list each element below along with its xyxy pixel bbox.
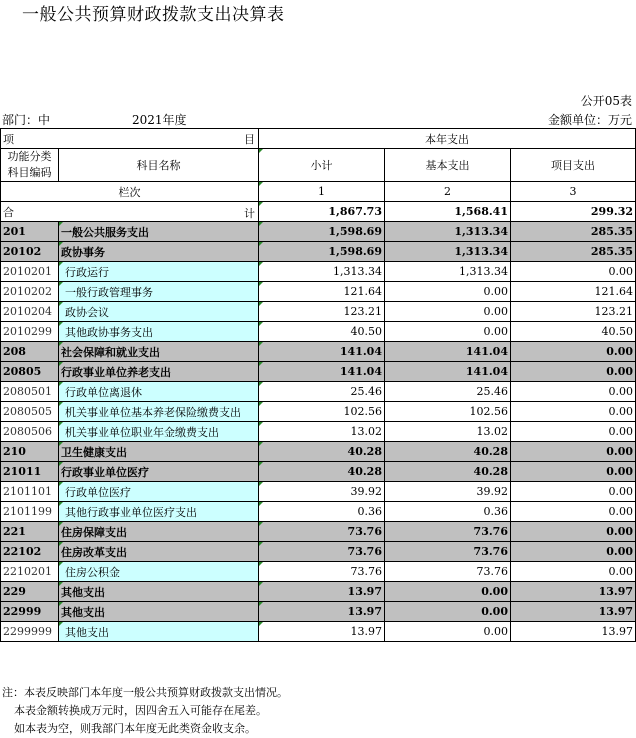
row-code: 2010204 (1, 302, 59, 322)
row-project: 13.97 (511, 602, 636, 622)
row-name: 机关事业单位基本养老保险缴费支出 (59, 402, 259, 422)
notes-block (2, 684, 288, 738)
row-code: 2080505 (1, 402, 59, 422)
expenditure-table (0, 128, 636, 642)
row-subtotal: 13.97 (259, 622, 385, 642)
row-project: 123.21 (511, 302, 636, 322)
row-code: 2210201 (1, 562, 59, 582)
table-row (1, 302, 636, 322)
note-line: 注：本表反映部门本年度一般公共预算财政拨款支出情况。 (2, 686, 288, 699)
row-basic: 0.00 (385, 282, 511, 302)
table-row (1, 362, 636, 382)
row-code: 221 (1, 522, 59, 542)
row-code: 2010201 (1, 262, 59, 282)
row-code: 20805 (1, 362, 59, 382)
row-project: 0.00 (511, 442, 636, 462)
row-basic: 73.76 (385, 562, 511, 582)
row-code: 2010202 (1, 282, 59, 302)
row-name: 住房改革支出 (59, 542, 259, 562)
row-name: 行政事业单位养老支出 (59, 362, 259, 382)
table-row (1, 322, 636, 342)
row-code: 208 (1, 342, 59, 362)
row-name: 政协会议 (59, 302, 259, 322)
row-project: 0.00 (511, 462, 636, 482)
project-header: 项目支出 (511, 149, 636, 182)
table-row (1, 342, 636, 362)
row-subtotal: 25.46 (259, 382, 385, 402)
header-row-2 (1, 149, 636, 182)
col-number-1: 1 (259, 182, 385, 202)
row-basic: 0.00 (385, 602, 511, 622)
xiang-label: 项 (3, 132, 14, 146)
row-project: 285.35 (511, 242, 636, 262)
row-subtotal: 141.04 (259, 342, 385, 362)
row-subtotal: 123.21 (259, 302, 385, 322)
row-basic: 141.04 (385, 342, 511, 362)
row-name: 行政事业单位医疗 (59, 462, 259, 482)
row-code: 2101101 (1, 482, 59, 502)
row-basic: 40.28 (385, 442, 511, 462)
year-label: 2021年度 (132, 113, 187, 127)
row-project: 0.00 (511, 402, 636, 422)
page-title: 一般公共预算财政拨款支出决算表 (22, 5, 285, 25)
lanci-label: 栏次 (1, 182, 259, 202)
row-subtotal: 13.02 (259, 422, 385, 442)
row-project: 285.35 (511, 222, 636, 242)
table-row (1, 542, 636, 562)
note-line: 本表金额转换成万元时，因四舍五入可能存在尾差。 (14, 704, 267, 717)
row-subtotal: 39.92 (259, 482, 385, 502)
row-basic: 25.46 (385, 382, 511, 402)
row-basic: 73.76 (385, 522, 511, 542)
table-row (1, 442, 636, 462)
row-project: 13.97 (511, 582, 636, 602)
row-subtotal: 40.28 (259, 442, 385, 462)
subject-name-header: 科目名称 (59, 149, 259, 182)
row-code: 20102 (1, 242, 59, 262)
row-name: 行政单位医疗 (59, 482, 259, 502)
col-number-3: 3 (511, 182, 636, 202)
row-subtotal: 73.76 (259, 562, 385, 582)
header-row-1 (1, 129, 636, 149)
row-code: 22999 (1, 602, 59, 622)
table-row (1, 622, 636, 642)
total-label (1, 202, 259, 222)
row-name: 一般公共服务支出 (59, 222, 259, 242)
table-row (1, 242, 636, 262)
form-code: 公开05表 (580, 94, 632, 108)
row-basic: 102.56 (385, 402, 511, 422)
unit-label: 金额单位：万元 (547, 113, 632, 127)
row-project: 121.64 (511, 282, 636, 302)
table-row (1, 522, 636, 542)
row-name: 卫生健康支出 (59, 442, 259, 462)
row-code: 2080501 (1, 382, 59, 402)
row-name: 其他政协事务支出 (59, 322, 259, 342)
row-basic: 1,313.34 (385, 242, 511, 262)
row-subtotal: 13.97 (259, 582, 385, 602)
table-row (1, 462, 636, 482)
row-name: 一般行政管理事务 (59, 282, 259, 302)
row-project: 0.00 (511, 542, 636, 562)
row-name: 其他支出 (59, 582, 259, 602)
row-name: 行政运行 (59, 262, 259, 282)
total-subtotal: 1,867.73 (259, 202, 385, 222)
row-code: 2101199 (1, 502, 59, 522)
row-subtotal: 1,313.34 (259, 262, 385, 282)
table-body (1, 222, 636, 642)
row-basic: 39.92 (385, 482, 511, 502)
row-project: 0.00 (511, 382, 636, 402)
row-project: 0.00 (511, 342, 636, 362)
row-code: 2010299 (1, 322, 59, 342)
table-row (1, 502, 636, 522)
row-basic: 0.00 (385, 582, 511, 602)
row-subtotal: 0.36 (259, 502, 385, 522)
row-project: 0.00 (511, 522, 636, 542)
table-row (1, 582, 636, 602)
lanci-row (1, 182, 636, 202)
row-name: 住房保障支出 (59, 522, 259, 542)
col-number-2: 2 (385, 182, 511, 202)
row-basic: 0.00 (385, 322, 511, 342)
table-row (1, 402, 636, 422)
table-row (1, 562, 636, 582)
row-name: 其他支出 (59, 622, 259, 642)
row-code: 201 (1, 222, 59, 242)
total-project: 299.32 (511, 202, 636, 222)
row-subtotal: 73.76 (259, 522, 385, 542)
table-row (1, 422, 636, 442)
basic-header: 基本支出 (385, 149, 511, 182)
row-name: 政协事务 (59, 242, 259, 262)
row-code: 22102 (1, 542, 59, 562)
row-code: 21011 (1, 462, 59, 482)
row-subtotal: 141.04 (259, 362, 385, 382)
row-project: 0.00 (511, 482, 636, 502)
row-project: 0.00 (511, 502, 636, 522)
row-project: 0.00 (511, 262, 636, 282)
row-subtotal: 40.50 (259, 322, 385, 342)
total-row (1, 202, 636, 222)
row-name: 社会保障和就业支出 (59, 342, 259, 362)
row-basic: 1,313.34 (385, 222, 511, 242)
row-name: 机关事业单位职业年金缴费支出 (59, 422, 259, 442)
table-row (1, 382, 636, 402)
row-code: 229 (1, 582, 59, 602)
current-year-header: 本年支出 (259, 129, 636, 149)
row-project: 0.00 (511, 422, 636, 442)
ji-label: 计 (244, 207, 255, 220)
total-basic: 1,568.41 (385, 202, 511, 222)
row-basic: 13.02 (385, 422, 511, 442)
row-code: 210 (1, 442, 59, 462)
table-row (1, 262, 636, 282)
subtotal-header: 小计 (259, 149, 385, 182)
func-code-header: 功能分类科目编码 (1, 149, 59, 182)
row-basic: 0.36 (385, 502, 511, 522)
he-label: 合 (3, 205, 14, 219)
row-subtotal: 1,598.69 (259, 222, 385, 242)
mu-label: 目 (244, 133, 255, 146)
note-line: 如本表为空，则我部门本年度无此类资金收支余。 (14, 722, 256, 735)
row-project: 0.00 (511, 362, 636, 382)
row-project: 40.50 (511, 322, 636, 342)
row-subtotal: 13.97 (259, 602, 385, 622)
row-subtotal: 73.76 (259, 542, 385, 562)
row-name: 住房公积金 (59, 562, 259, 582)
table-row (1, 222, 636, 242)
row-subtotal: 1,598.69 (259, 242, 385, 262)
row-basic: 1,313.34 (385, 262, 511, 282)
row-basic: 40.28 (385, 462, 511, 482)
table-row (1, 282, 636, 302)
row-subtotal: 102.56 (259, 402, 385, 422)
table-row (1, 602, 636, 622)
row-project: 0.00 (511, 562, 636, 582)
xiang-mu-header (1, 129, 259, 149)
row-basic: 0.00 (385, 622, 511, 642)
table-row (1, 482, 636, 502)
row-subtotal: 40.28 (259, 462, 385, 482)
row-name: 其他行政事业单位医疗支出 (59, 502, 259, 522)
row-name: 行政单位离退休 (59, 382, 259, 402)
row-basic: 141.04 (385, 362, 511, 382)
row-code: 2299999 (1, 622, 59, 642)
row-subtotal: 121.64 (259, 282, 385, 302)
row-name: 其他支出 (59, 602, 259, 622)
row-project: 13.97 (511, 622, 636, 642)
row-code: 2080506 (1, 422, 59, 442)
dept-label: 部门：中 (2, 113, 51, 127)
row-basic: 0.00 (385, 302, 511, 322)
row-basic: 73.76 (385, 542, 511, 562)
